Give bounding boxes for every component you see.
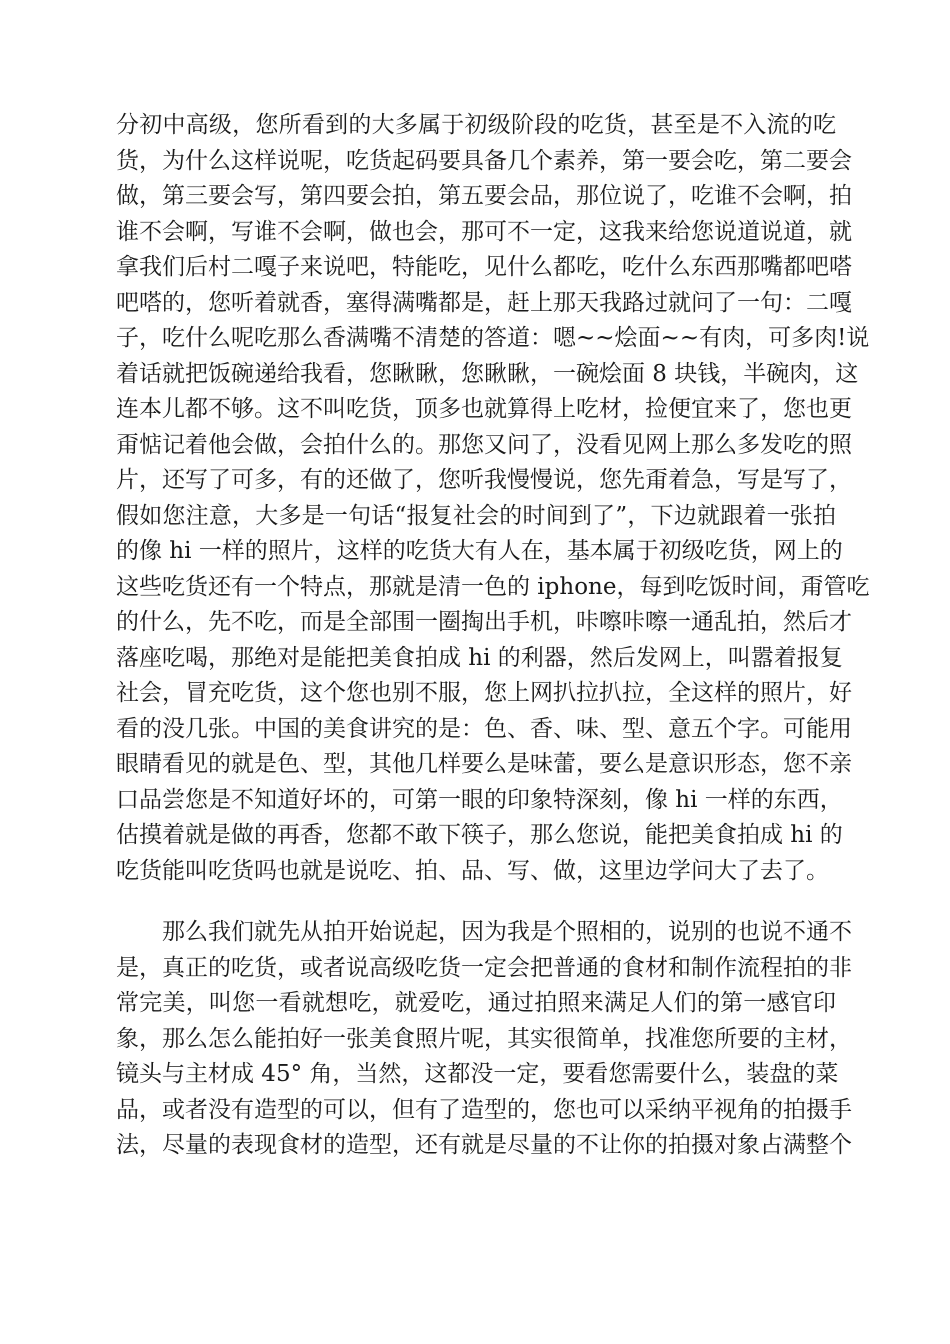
text-line: 片，还写了可多，有的还做了，您听我慢慢说，您先甭着急，写是写了，: [116, 467, 852, 493]
text-line: 常完美，叫您一看就想吃，就爱吃，通过拍照来满足人们的第一感官印: [116, 990, 836, 1016]
text-line: 那么我们就先从拍开始说起，因为我是个照相的，说别的也说不通不: [162, 919, 852, 945]
text-line: 吧嗒的，您听着就香，塞得满嘴都是，赶上那天我路过就问了一句：二嘎: [116, 289, 852, 316]
text-line: 拿我们后村二嘎子来说吧，特能吃，见什么都吃，吃什么东西那嘴都吧嗒: [116, 254, 852, 280]
text-line: 法，尽量的表现食材的造型，还有就是尽量的不让你的拍摄对象占满整个: [116, 1132, 852, 1158]
text-line: 这些吃货还有一个特点，那就是清一色的 iphone，每到吃饭时间，甭管吃: [116, 573, 870, 600]
paragraph-1: [116, 108, 870, 889]
text-line: 做，第三要会写，第四要会拍，第五要会品，那位说了，吃谁不会啊，拍: [116, 183, 852, 209]
text-line: 品，或者没有造型的可以，但有了造型的，您也可以采纳平视角的拍摄手: [116, 1096, 852, 1123]
text-line: 吃货能叫吃货吗也就是说吃、拍、品、写、做，这里边学问大了去了。: [116, 857, 829, 884]
text-line: 谁不会啊，写谁不会啊，做也会，那可不一定，这我来给您说道说道，就: [116, 218, 852, 245]
text-line: 甭惦记着他会做，会拍什么的。那您又问了，没看见网上那么多发吃的照: [116, 431, 852, 458]
text-line: 估摸着就是做的再香，您都不敢下筷子，那么您说，能把美食拍成 hi 的: [116, 822, 843, 848]
paragraph-spacer: [116, 889, 836, 915]
text-line: 是，真正的吃货，或者说高级吃货一定会把普通的食材和制作流程拍的非: [116, 954, 852, 981]
text-line: 假如您注意，大多是一句话“报复社会的时间到了”，下边就跟着一张拍: [116, 502, 836, 529]
text-line: 眼睛看见的就是色、型，其他几样要么是味蕾，要么是意识形态，您不亲: [116, 751, 852, 777]
text-line: 镜头与主材成 45° 角，当然，这都没一定，要看您需要什么，装盘的菜: [116, 1061, 839, 1087]
text-line: 着话就把饭碗递给我看，您瞅瞅，您瞅瞅，一碗烩面 8 块钱，半碗肉，这: [116, 360, 859, 387]
text-line: 的什么，先不吃，而是全部围一圈掏出手机，咔嚓咔嚓一通乱拍，然后才: [116, 609, 852, 635]
text-line: 社会，冒充吃货，这个您也别不服，您上网扒拉扒拉，全这样的照片，好: [116, 680, 852, 706]
text-line: 看的没几张。中国的美食讲究的是：色、香、味、型、意五个字。可能用: [116, 715, 852, 742]
document-page: [116, 108, 870, 1164]
text-line: 货，为什么这样说呢，吃货起码要具备几个素养，第一要会吃，第二要会: [116, 147, 852, 174]
text-line: 分初中高级，您所看到的大多属于初级阶段的吃货，甚至是不入流的吃: [116, 112, 836, 138]
text-line: 的像 hi 一样的照片，这样的吃货大有人在，基本属于初级吃货，网上的: [116, 538, 843, 564]
text-line: 口品尝您是不知道好坏的，可第一眼的印象特深刻，像 hi 一样的东西，: [116, 786, 843, 813]
text-line: 子，吃什么呢吃那么香满嘴不清楚的答道：嗯~~烩面~~有肉，可多肉!说: [116, 325, 870, 351]
text-line: 象，那么怎么能拍好一张美食照片呢，其实很简单，找准您所要的主材，: [116, 1025, 852, 1052]
text-line: 落座吃喝，那绝对是能把美食拍成 hi 的利器，然后发网上，叫嚣着报复: [116, 644, 843, 671]
text-line: 连本儿都不够。这不叫吃货，顶多也就算得上吃材，捡便宜来了，您也更: [116, 396, 852, 422]
paragraph-2: [116, 915, 852, 1164]
